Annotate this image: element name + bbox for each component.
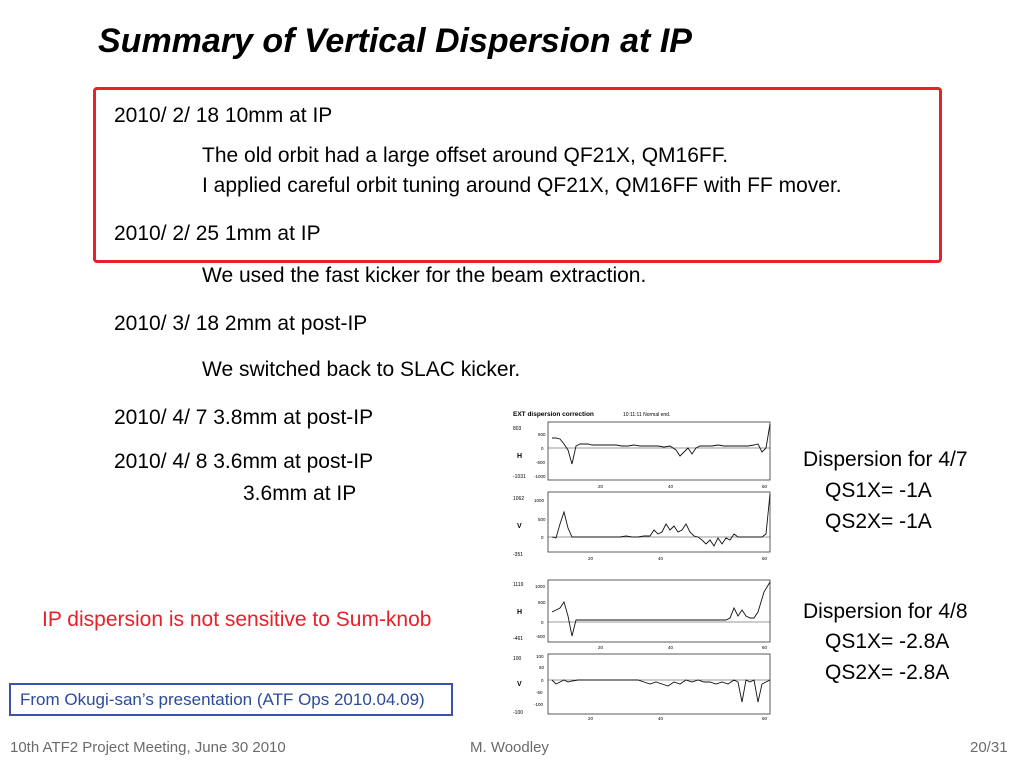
h-max-48: 1119 bbox=[513, 582, 524, 588]
h-axis-label-48: H bbox=[517, 609, 523, 616]
v-xtick-40: 40 bbox=[658, 556, 664, 561]
h48-tick-1000: 1000 bbox=[535, 584, 546, 589]
v-tick-1000: 1000 bbox=[534, 498, 545, 503]
v48-tick-neg50: -50 bbox=[536, 690, 543, 695]
v-panel-48 bbox=[513, 654, 770, 720]
footer-page-number: 20/31 bbox=[970, 739, 1008, 756]
v-xtick-60: 60 bbox=[762, 556, 768, 561]
h48-xtick-40: 40 bbox=[668, 645, 674, 650]
h48-tick-neg500: -500 bbox=[536, 634, 546, 639]
h-min: -1031 bbox=[513, 474, 526, 480]
entry-date-0318: 2010/ 3/ 18 2mm at post-IP bbox=[114, 312, 368, 335]
dispersion-47-title: Dispersion for 4/7 bbox=[803, 448, 968, 471]
entry-date-0407: 2010/ 4/ 7 3.8mm at post-IP bbox=[114, 406, 374, 429]
dispersion-47-qs1x: QS1X= -1A bbox=[825, 479, 932, 502]
v-min: -351 bbox=[513, 552, 524, 558]
v-panel bbox=[513, 492, 770, 561]
entry-note-0218-2: I applied careful orbit tuning around QF21X, QM16FF with FF mover. bbox=[202, 174, 842, 197]
v48-xtick-60: 60 bbox=[762, 716, 768, 720]
entry-date-0225: 2010/ 2/ 25 1mm at IP bbox=[114, 222, 321, 245]
entry-note-0225: We used the fast kicker for the beam extraction. bbox=[202, 264, 647, 287]
h-tick-500: 500 bbox=[538, 432, 546, 437]
h-xtick-20: 20 bbox=[598, 484, 604, 489]
v48-tick-neg100: -100 bbox=[534, 702, 544, 707]
h-max: 803 bbox=[513, 426, 522, 432]
dispersion-48-title: Dispersion for 4/8 bbox=[803, 600, 968, 623]
v-max: 1062 bbox=[513, 496, 525, 502]
plot-header: EXT dispersion correction bbox=[513, 411, 594, 418]
dispersion-48-qs1x: QS1X= -2.8A bbox=[825, 630, 950, 653]
h-tick-neg500: -500 bbox=[536, 460, 546, 465]
h48-xtick-60: 60 bbox=[762, 645, 768, 650]
v48-tick-100: 100 bbox=[536, 654, 544, 659]
dispersion-plot-47 bbox=[508, 404, 776, 562]
v48-tick-50: 50 bbox=[539, 665, 545, 670]
h-tick-neg1000: -1000 bbox=[534, 474, 546, 479]
h48-tick-0: 0 bbox=[541, 620, 544, 625]
source-note: From Okugi-san’s presentation (ATF Ops 2010.04.09) bbox=[20, 689, 425, 709]
entry-date-0408: 2010/ 4/ 8 3.6mm at post-IP bbox=[114, 450, 374, 473]
h-panel-48 bbox=[513, 580, 770, 642]
dispersion-plot-48 bbox=[508, 572, 776, 720]
h-panel bbox=[513, 422, 770, 480]
entry-date-0218: 2010/ 2/ 18 10mm at IP bbox=[114, 104, 333, 127]
v-tick-0: 0 bbox=[541, 535, 544, 540]
page-title: Summary of Vertical Dispersion at IP bbox=[98, 22, 692, 60]
v48-tick-0: 0 bbox=[541, 678, 544, 683]
entry-note-0408: 3.6mm at IP bbox=[243, 482, 357, 505]
entry-note-0318: We switched back to SLAC kicker. bbox=[202, 358, 521, 381]
h-min-48: -461 bbox=[513, 636, 524, 642]
dispersion-47-qs2x: QS2X= -1A bbox=[825, 510, 932, 533]
v-min-48: -100 bbox=[513, 710, 524, 716]
v48-xtick-40: 40 bbox=[658, 716, 664, 720]
dispersion-48-qs2x: QS2X= -2.8A bbox=[825, 661, 950, 684]
h48-tick-500: 500 bbox=[538, 600, 546, 605]
v-xtick-20: 20 bbox=[588, 556, 594, 561]
source-note-box bbox=[9, 683, 453, 716]
footer-meeting: 10th ATF2 Project Meeting, June 30 2010 bbox=[10, 739, 286, 756]
h48-xtick-20: 20 bbox=[598, 645, 604, 650]
plot-time: 10:11:11 Normal end. bbox=[623, 412, 671, 418]
h-xtick-60: 60 bbox=[762, 484, 768, 489]
h-tick-0: 0 bbox=[541, 446, 544, 451]
v-axis-label: V bbox=[517, 523, 522, 530]
sensitivity-note: IP dispersion is not sensitive to Sum-knob bbox=[42, 608, 432, 631]
v-max-48: 100 bbox=[513, 656, 522, 662]
entry-note-0218-1: The old orbit had a large offset around QF21X, QM16FF. bbox=[202, 144, 729, 167]
h-xtick-40: 40 bbox=[668, 484, 674, 489]
footer-author: M. Woodley bbox=[470, 739, 549, 756]
v48-xtick-20: 20 bbox=[588, 716, 594, 720]
v-axis-label-48: V bbox=[517, 681, 522, 688]
v-tick-500: 500 bbox=[538, 517, 546, 522]
h-axis-label: H bbox=[517, 453, 523, 460]
